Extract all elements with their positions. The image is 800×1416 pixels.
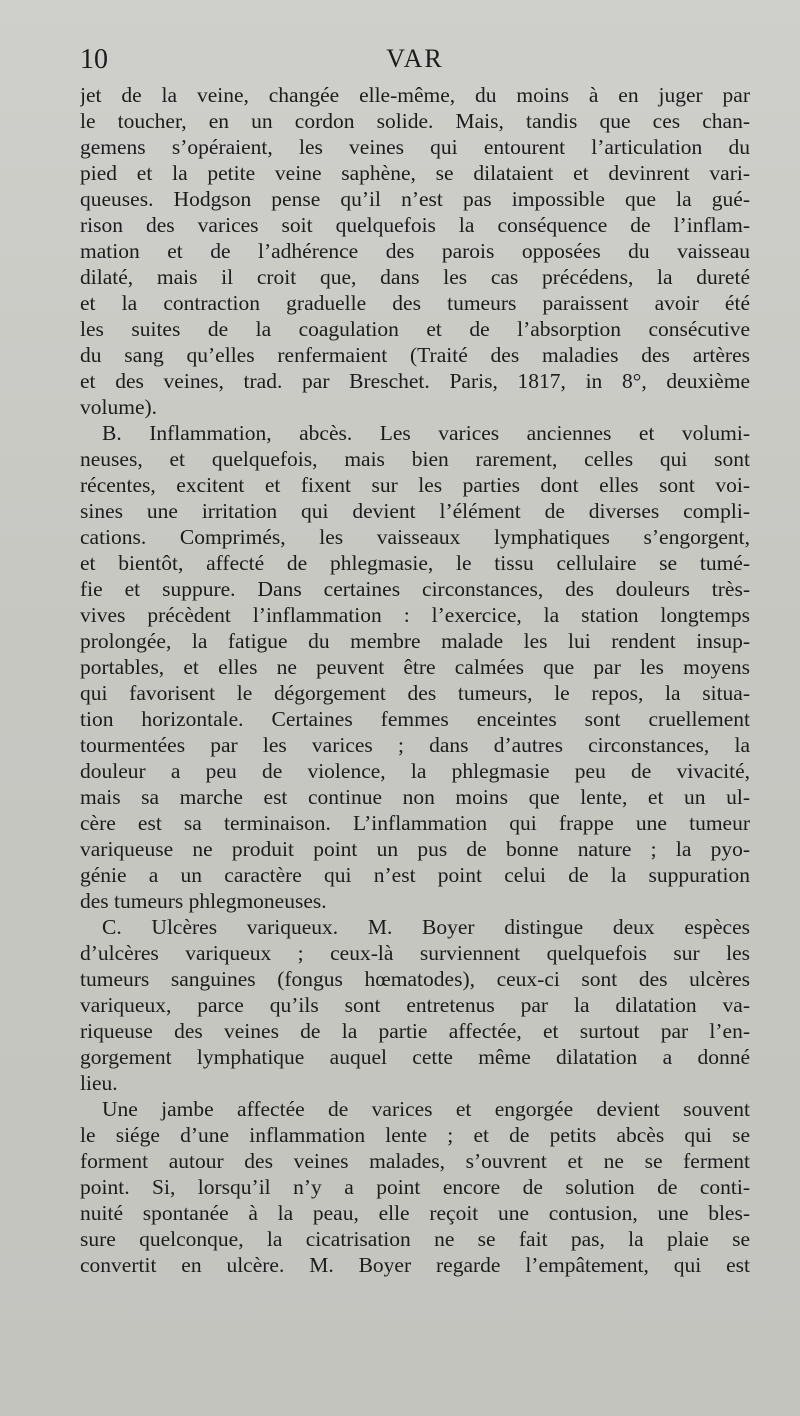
text-line: queuses. Hodgson pense qu’il n’est pas impossible que la gué- xyxy=(80,187,750,211)
text-line: sines une irritation qui devient l’élément de diverses compli- xyxy=(80,499,750,523)
text-line: vives précèdent l’inflammation : l’exercice, la station longtemps xyxy=(80,603,750,627)
text-line: génie a un caractère qui n’est point celui de la suppuration xyxy=(80,863,750,887)
text-line: rison des varices soit quelquefois la conséquence de l’inflam- xyxy=(80,213,750,237)
text-line: mation et de l’adhérence des parois opposées du vaisseau xyxy=(80,239,750,263)
text-line: gemens s’opéraient, les veines qui entourent l’articulation du xyxy=(80,135,750,159)
text-line: pied et la petite veine saphène, se dilataient et devinrent vari- xyxy=(80,161,750,185)
text-line: prolongée, la fatigue du membre malade les lui rendent insup- xyxy=(80,629,750,653)
text-line: cations. Comprimés, les vaisseaux lymphatiques s’engorgent, xyxy=(80,525,750,549)
body-text xyxy=(80,82,750,1278)
text-line: sure quelconque, la cicatrisation ne se fait pas, la plaie se xyxy=(80,1227,750,1251)
text-line: variqueuse ne produit point un pus de bonne nature ; la pyo- xyxy=(80,837,750,861)
text-line: volume). xyxy=(80,395,158,419)
text-line: neuses, et quelquefois, mais bien rarement, celles qui sont xyxy=(80,447,750,471)
text-line: riqueuse des veines de la partie affectée, et surtout par l’en- xyxy=(80,1019,750,1043)
text-line: convertit en ulcère. M. Boyer regarde l’empâtement, qui est xyxy=(80,1253,750,1277)
text-line: et des veines, trad. par Breschet. Paris, 1817, in 8°, deuxième xyxy=(80,369,750,393)
text-line: gorgement lymphatique auquel cette même dilatation a donné xyxy=(80,1045,750,1069)
text-line: forment autour des veines malades, s’ouvrent et ne se ferment xyxy=(80,1149,750,1173)
text-line: les suites de la coagulation et de l’absorption consécutive xyxy=(80,317,750,341)
text-line: le toucher, en un cordon solide. Mais, tandis que ces chan- xyxy=(80,109,750,133)
text-line: qui favorisent le dégorgement des tumeurs, le repos, la situa- xyxy=(80,681,750,705)
text-line: fie et suppure. Dans certaines circonstances, des douleurs très- xyxy=(80,577,750,601)
text-line: C. Ulcères variqueux. M. Boyer distingue deux espèces xyxy=(102,915,750,939)
text-line: cère est sa terminaison. L’inflammation qui frappe une tumeur xyxy=(80,811,750,835)
text-line: des tumeurs phlegmoneuses. xyxy=(80,889,327,913)
text-line: lieu. xyxy=(80,1071,118,1095)
text-line: tion horizontale. Certaines femmes enceintes sont cruellement xyxy=(80,707,750,731)
text-line: et bientôt, affecté de phlegmasie, le tissu cellulaire se tumé- xyxy=(80,551,750,575)
text-line: Une jambe affectée de varices et engorgée devient souvent xyxy=(102,1097,750,1121)
page-header xyxy=(80,44,750,80)
text-line: mais sa marche est continue non moins que lente, et un ul- xyxy=(80,785,750,809)
text-line: le siége d’une inflammation lente ; et de petits abcès qui se xyxy=(80,1123,750,1147)
text-line: tourmentées par les varices ; dans d’autres circonstances, la xyxy=(80,733,750,757)
text-line: point. Si, lorsqu’il n’y a point encore de solution de conti- xyxy=(80,1175,750,1199)
text-line: douleur a peu de violence, la phlegmasie peu de vivacité, xyxy=(80,759,750,783)
text-line: tumeurs sanguines (fongus hœmatodes), ceux-ci sont des ulcères xyxy=(80,967,750,991)
text-line: variqueux, parce qu’ils sont entretenus par la dilatation va- xyxy=(80,993,750,1017)
text-line: du sang qu’elles renfermaient (Traité des maladies des artères xyxy=(80,343,750,367)
running-head: VAR xyxy=(386,44,444,73)
page-number: 10 xyxy=(80,44,108,75)
text-line: jet de la veine, changée elle-même, du moins à en juger par xyxy=(80,83,750,107)
text-line: d’ulcères variqueux ; ceux-là surviennent quelquefois sur les xyxy=(80,941,750,965)
text-line: récentes, excitent et fixent sur les parties dont elles sont voi- xyxy=(80,473,750,497)
text-line: portables, et elles ne peuvent être calmées que par les moyens xyxy=(80,655,750,679)
text-line: et la contraction graduelle des tumeurs paraissent avoir été xyxy=(80,291,750,315)
text-line: nuité spontanée à la peau, elle reçoit une contusion, une bles- xyxy=(80,1201,750,1225)
text-line: dilaté, mais il croit que, dans les cas précédens, la dureté xyxy=(80,265,750,289)
text-line: B. Inflammation, abcès. Les varices anciennes et volumi- xyxy=(102,421,750,445)
